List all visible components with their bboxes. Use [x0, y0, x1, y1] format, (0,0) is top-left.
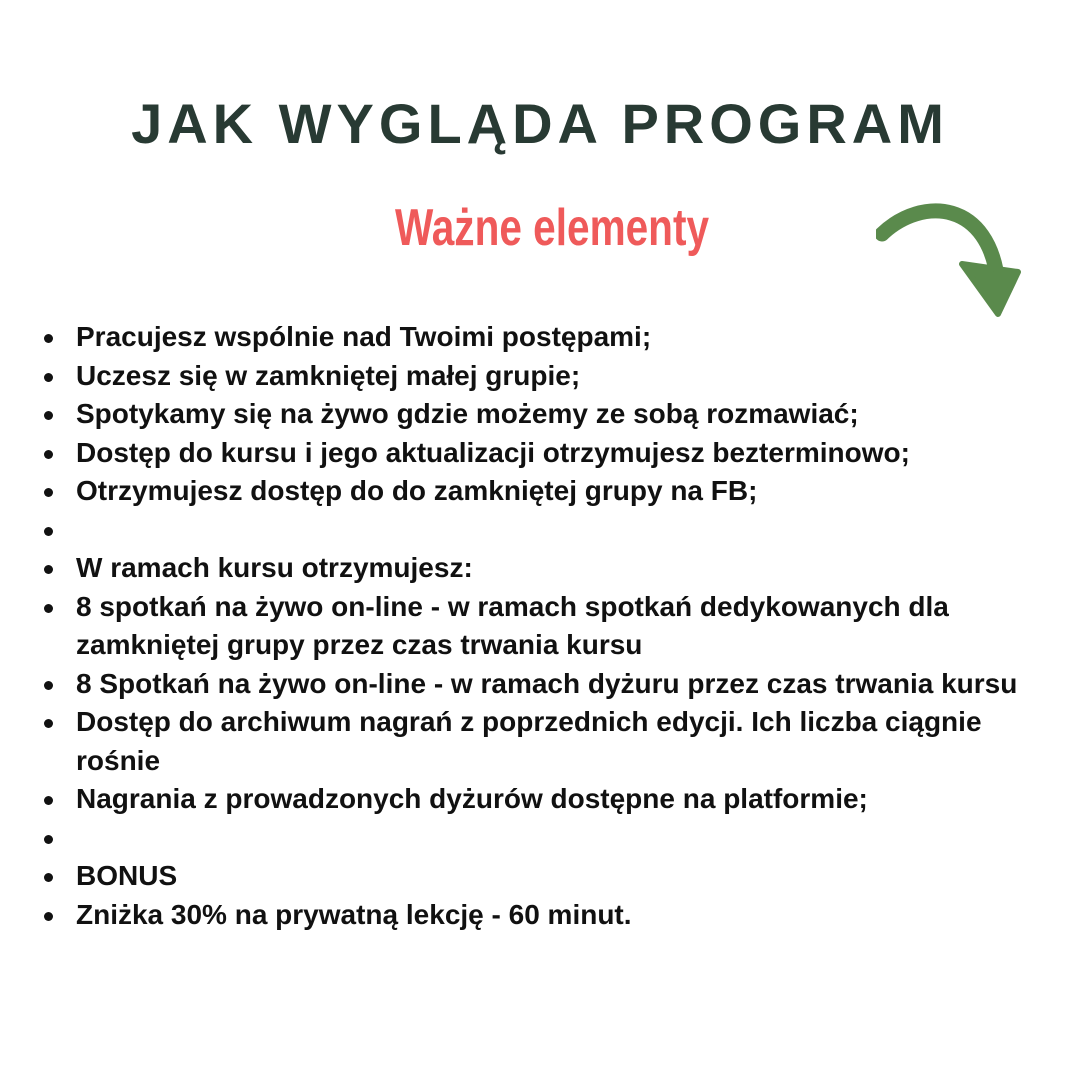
list-item-text: Pracujesz wspólnie nad Twoimi postępami;	[76, 321, 652, 352]
list-item-text: 8 Spotkań na żywo on-line - w ramach dyżuru przez czas trwania kursu	[76, 667, 1018, 699]
bullet-icon	[44, 565, 53, 574]
list-item-text: 8 spotkań na żywo on-line - w ramach spotkań dedykowanych dla zamkniętej grupy przez czas trwania kursu	[76, 590, 949, 660]
list-item	[0, 549, 1080, 588]
bullet-icon	[44, 411, 53, 420]
bullet-icon	[44, 873, 53, 882]
list-item	[0, 703, 1080, 780]
bullet-icon	[44, 488, 53, 497]
list-item-text: BONUS	[76, 860, 178, 891]
list-item	[0, 434, 1080, 473]
list-item	[0, 395, 1080, 434]
arrow-head	[962, 264, 1018, 314]
list-item	[0, 896, 1080, 935]
bullet-icon	[44, 527, 53, 536]
bullet-icon	[44, 912, 53, 921]
bullet-icon	[44, 835, 53, 844]
list-item	[0, 780, 1080, 819]
bullet-icon	[44, 796, 53, 805]
list-item	[0, 665, 1080, 704]
list-item	[0, 357, 1080, 396]
bullet-icon	[44, 719, 53, 728]
list-item-empty	[0, 511, 1080, 550]
list-item	[0, 318, 1080, 357]
bullet-icon	[44, 604, 53, 613]
list-item-text: Nagrania z prowadzonych dyżurów dostępne na platformie;	[76, 783, 868, 814]
list-item-text: Spotykamy się na żywo gdzie możemy ze sobą rozmawiać;	[76, 398, 859, 429]
list-item	[0, 472, 1080, 511]
bullet-icon	[44, 681, 53, 690]
list-item-empty	[0, 819, 1080, 858]
list-item	[0, 857, 1080, 896]
bullet-icon	[44, 334, 53, 343]
page-title: JAK WYGLĄDA PROGRAM	[131, 92, 949, 155]
list-item-text: Dostęp do archiwum nagrań z poprzednich edycji. Ich liczba ciągnie rośnie	[76, 706, 982, 776]
list-item-text: Otrzymujesz dostęp do do zamkniętej grupy na FB;	[76, 475, 758, 506]
bullet-icon	[44, 450, 53, 459]
page-subtitle: Ważne elementy	[394, 199, 710, 257]
feature-list	[0, 318, 1080, 934]
curved-arrow-icon	[876, 196, 1026, 326]
list-item-text: W ramach kursu otrzymujesz:	[76, 552, 473, 583]
list-item-text: Dostęp do kursu i jego aktualizacji otrzymujesz bezterminowo;	[76, 436, 910, 468]
bullet-icon	[44, 373, 53, 382]
list-item-text: Uczesz się w zamkniętej małej grupie;	[76, 359, 581, 391]
list-item	[0, 588, 1080, 665]
list-item-text: Zniżka 30% na prywatną lekcję - 60 minut.	[76, 898, 632, 930]
